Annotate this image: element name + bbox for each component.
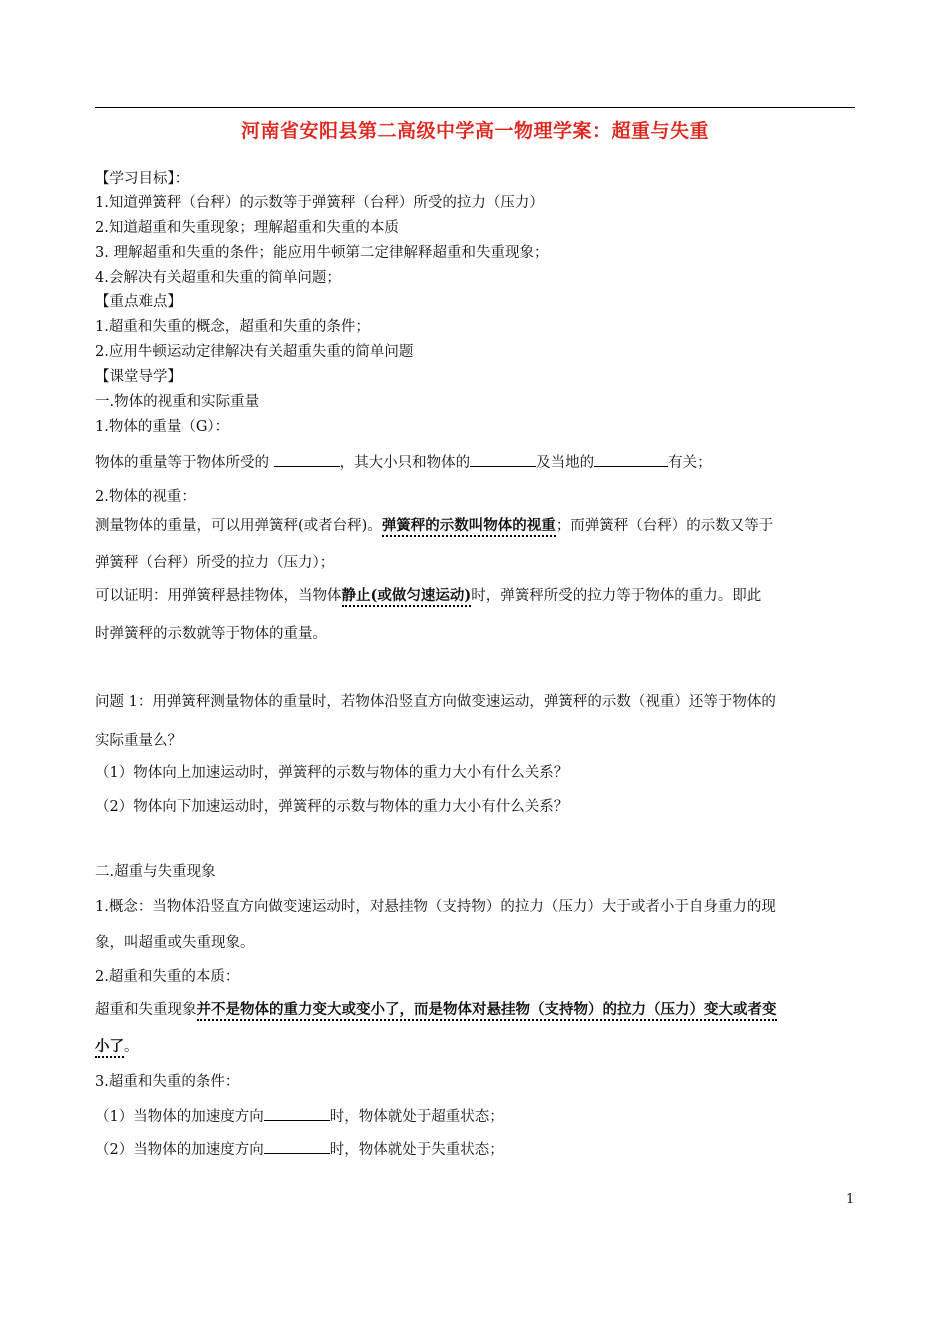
paragraph-line (95, 1000, 777, 1020)
text: 。 (124, 1039, 139, 1055)
key-item: 1.超重和失重的概念，超重和失重的条件； (95, 319, 370, 335)
goals-heading: 【学习目标】： (95, 171, 190, 187)
goal-item: 1.知道弹簧秤（台秤）的示数等于弹簧秤（台秤）所受的拉力（压力） (95, 195, 544, 211)
key-item: 2.应用牛顿运动定律解决有关超重失重的简单问题 (95, 344, 414, 360)
answer-blank[interactable] (274, 452, 340, 467)
section-2-title: 二.超重与失重现象 (95, 864, 216, 880)
emphasis-text: 并不是物体的重力变大或变小了，而是物体对悬挂物（支持物）的拉力（压力）变大或者变 (197, 1001, 777, 1021)
paragraph-line: 象，叫超重或失重现象。 (95, 935, 255, 951)
section-1-title: 一.物体的视重和实际重量 (95, 394, 260, 410)
goal-item: 2.知道超重和失重现象；理解超重和失重的本质 (95, 220, 399, 236)
emphasis-text: 小了 (95, 1038, 124, 1058)
fill-in-line-weight (95, 452, 712, 473)
text: 测量物体的重量，可以用弹簧秤(或者台秤)。 (95, 518, 382, 534)
paragraph-line (95, 1037, 139, 1057)
question-1-2: （2）物体向下加速运动时，弹簧秤的示数与物体的重力大小有什么关系？ (95, 799, 569, 815)
emphasis-text: 弹簧秤的示数叫物体的视重 (382, 517, 556, 537)
header-rule (95, 107, 855, 108)
text: （2）当物体的加速度方向 (95, 1142, 264, 1158)
paragraph-line (95, 586, 761, 606)
text: 及当地的 (536, 455, 595, 471)
page-title: 河南省安阳县第二高级中学高一物理学案：超重与失重 (240, 120, 709, 142)
fill-in-line-weightless (95, 1139, 504, 1160)
answer-blank[interactable] (594, 452, 668, 467)
text: 时，物体就处于失重状态； (329, 1142, 504, 1158)
subsection-1-2: 2.物体的视重： (95, 489, 196, 505)
text: 可以证明：用弹簧秤悬挂物体，当物体 (95, 588, 342, 604)
question-1-1: （1）物体向上加速运动时，弹簧秤的示数与物体的重力大小有什么关系？ (95, 765, 569, 781)
subsection-2-2: 2.超重和失重的本质： (95, 969, 240, 985)
subsection-2-3: 3.超重和失重的条件： (95, 1074, 240, 1090)
subsection-1-1: 1.物体的重量（G）： (95, 419, 230, 435)
emphasis-text: 静止(或做匀速运动) (342, 587, 472, 607)
key-heading: 【重点难点】 (95, 294, 182, 310)
question-1: 问题 1：用弹簧秤测量物体的重量时，若物体沿竖直方向做变速运动，弹簧秤的示数（视重）还等于物体的 (95, 694, 776, 710)
text: （1）当物体的加速度方向 (95, 1109, 264, 1125)
answer-blank[interactable] (470, 452, 536, 467)
text: 时，弹簧秤所受的拉力等于物体的重力。即此 (471, 588, 762, 604)
paragraph-line: 时弹簧秤的示数就等于物体的重量。 (95, 626, 327, 642)
answer-blank[interactable] (264, 1106, 330, 1121)
text: ，其大小只和物体的 (339, 455, 471, 471)
goal-item: 4.会解决有关超重和失重的简单问题； (95, 270, 341, 286)
fill-in-line-overweight (95, 1106, 504, 1127)
text: 有关； (668, 455, 712, 471)
guide-heading: 【课堂导学】 (95, 369, 182, 385)
answer-blank[interactable] (264, 1139, 330, 1154)
page-number: 1 (846, 1192, 855, 1207)
paragraph-line: 弹簧秤（台秤）所受的拉力（压力）； (95, 555, 335, 571)
text: 时，物体就处于超重状态； (329, 1109, 504, 1125)
text: 超重和失重现象 (95, 1002, 197, 1018)
paragraph-line: 1.概念：当物体沿竖直方向做变速运动时，对悬挂物（支持物）的拉力（压力）大于或者小于自身重力的现 (95, 899, 776, 915)
text: 物体的重量等于物体所受的 (95, 455, 274, 471)
question-1-cont: 实际重量么？ (95, 733, 182, 749)
goal-item: 3. 理解超重和失重的条件；能应用牛顿第二定律解释超重和失重现象； (95, 245, 549, 261)
paragraph-line (95, 516, 773, 536)
text: ；而弹簧秤（台秤）的示数又等于 (555, 518, 774, 534)
